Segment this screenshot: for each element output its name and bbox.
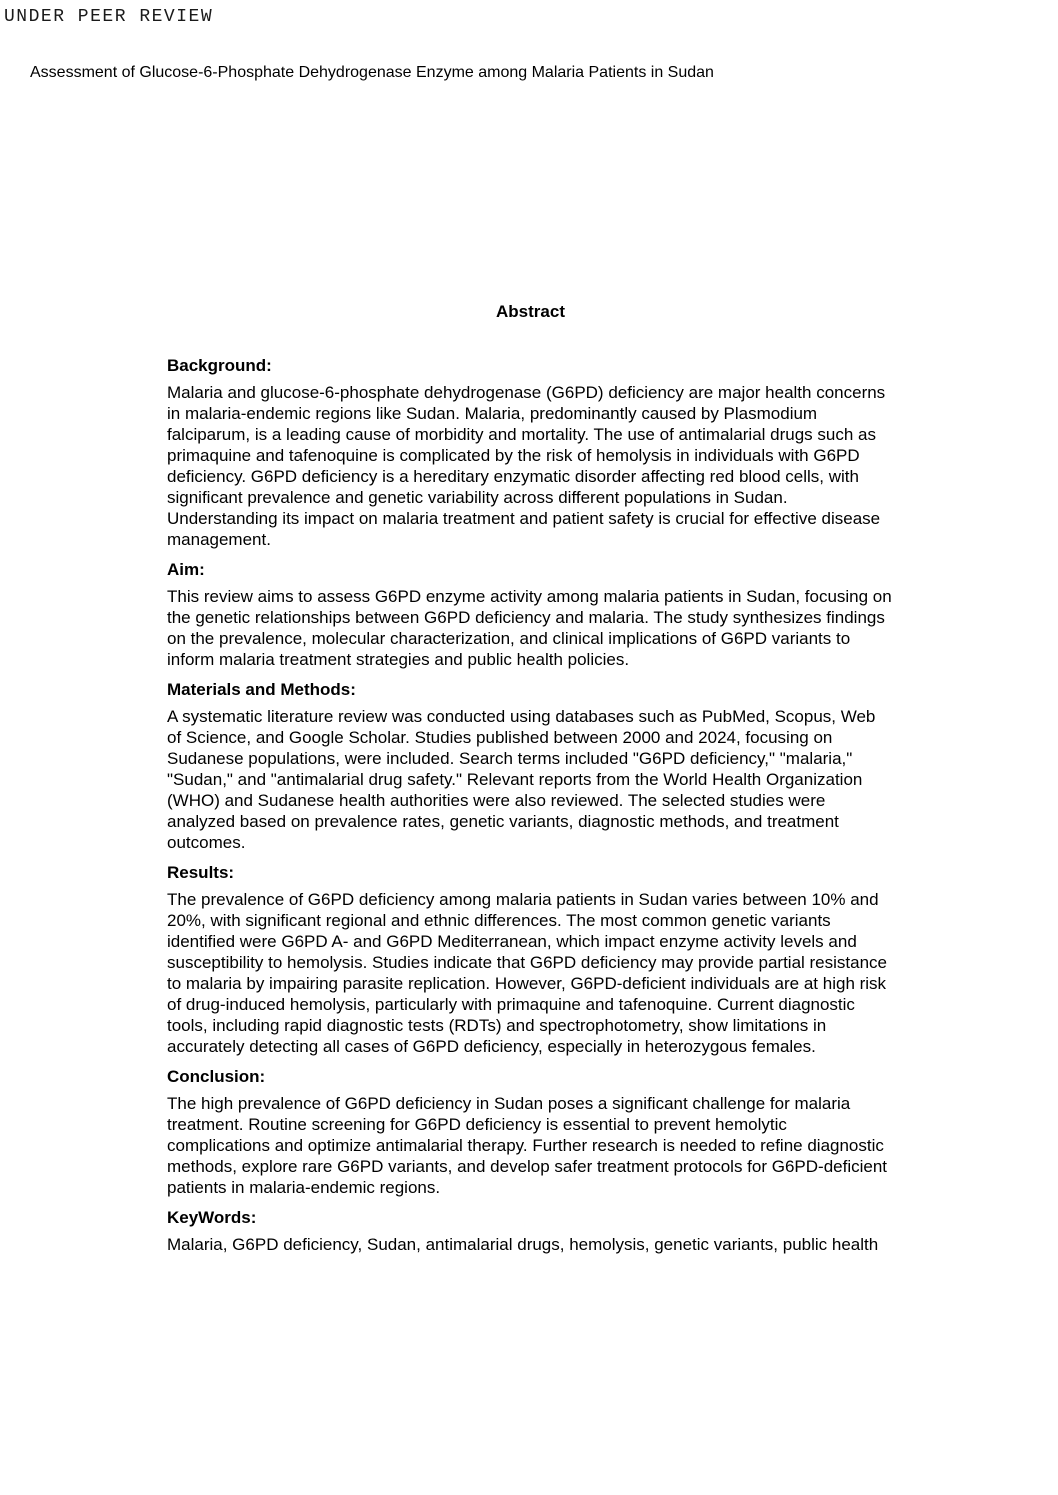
section-heading: Background: <box>167 356 272 375</box>
section-background <box>167 355 894 550</box>
section-heading: KeyWords: <box>167 1208 257 1227</box>
section-heading: Conclusion: <box>167 1067 266 1086</box>
section-heading: Results: <box>167 863 235 882</box>
section-body: Malaria, G6PD deficiency, Sudan, antimalarial drugs, hemolysis, genetic variants, public health <box>167 1235 879 1254</box>
peer-review-watermark: UNDER PEER REVIEW <box>4 7 214 27</box>
section-body: A systematic literature review was conducted using databases such as PubMed, Scopus, Web of Science, and Google Scholar. Studies published between 2000 and 2024, focusing on Sudanese populations, were included. Search terms included "G6PD deficiency," "malaria," "Sudan," and "antimalarial drug safety." Relevant reports from the World Health Organization (WHO) and Sudanese health authorities were also reviewed. The selected studies were analyzed based on prevalence rates, genetic variants, diagnostic methods, and treatment outcomes. <box>167 707 876 852</box>
section-materials-and-methods <box>167 679 894 853</box>
abstract-content <box>167 302 894 1255</box>
section-heading: Aim: <box>167 560 205 579</box>
abstract-heading: Abstract <box>496 302 565 321</box>
section-aim <box>167 559 894 670</box>
section-conclusion <box>167 1066 894 1198</box>
section-body: Malaria and glucose-6-phosphate dehydrogenase (G6PD) deficiency are major health concerns in malaria-endemic regions like Sudan. Malaria, predominantly caused by Plasmodium falciparum, is a leading cause of morbidity and mortality. The use of antimalarial drugs such as primaquine and tafenoquine is complicated by the risk of hemolysis in individuals with G6PD deficiency. G6PD deficiency is a hereditary enzymatic disorder affecting red blood cells, with significant prevalence and genetic variability across different populations in Sudan. Understanding its impact on malaria treatment and patient safety is crucial for effective disease management. <box>167 383 886 549</box>
section-body: The prevalence of G6PD deficiency among malaria patients in Sudan varies between 10% and 20%, with significant regional and ethnic differences. The most common genetic variants identified were G6PD A- and G6PD Mediterranean, which impact enzyme activity levels and susceptibility to hemolysis. Studies indicate that G6PD deficiency may provide partial resistance to malaria by impairing parasite replication. However, G6PD-deficient individuals are at high risk of drug-induced hemolysis, particularly with primaquine and tafenoquine. Current diagnostic tools, including rapid diagnostic tests (RDTs) and spectrophotometry, show limitations in accurately detecting all cases of G6PD deficiency, especially in heterozygous females. <box>167 890 888 1056</box>
paper-title: Assessment of Glucose-6-Phosphate Dehydrogenase Enzyme among Malaria Patients in Sudan <box>30 64 714 81</box>
section-heading: Materials and Methods: <box>167 680 356 699</box>
section-keywords <box>167 1207 894 1255</box>
section-body: The high prevalence of G6PD deficiency in Sudan poses a significant challenge for malaria treatment. Routine screening for G6PD deficiency is essential to prevent hemolytic complications and optimize antimalarial therapy. Further research is needed to refine diagnostic methods, explore rare G6PD variants, and develop safer treatment protocols for G6PD-deficient patients in malaria-endemic regions. <box>167 1094 888 1197</box>
section-body: This review aims to assess G6PD enzyme activity among malaria patients in Sudan, focusing on the genetic relationships between G6PD deficiency and malaria. The study synthesizes findings on the prevalence, molecular characterization, and clinical implications of G6PD variants to inform malaria treatment strategies and public health policies. <box>167 587 892 669</box>
section-results <box>167 862 894 1057</box>
